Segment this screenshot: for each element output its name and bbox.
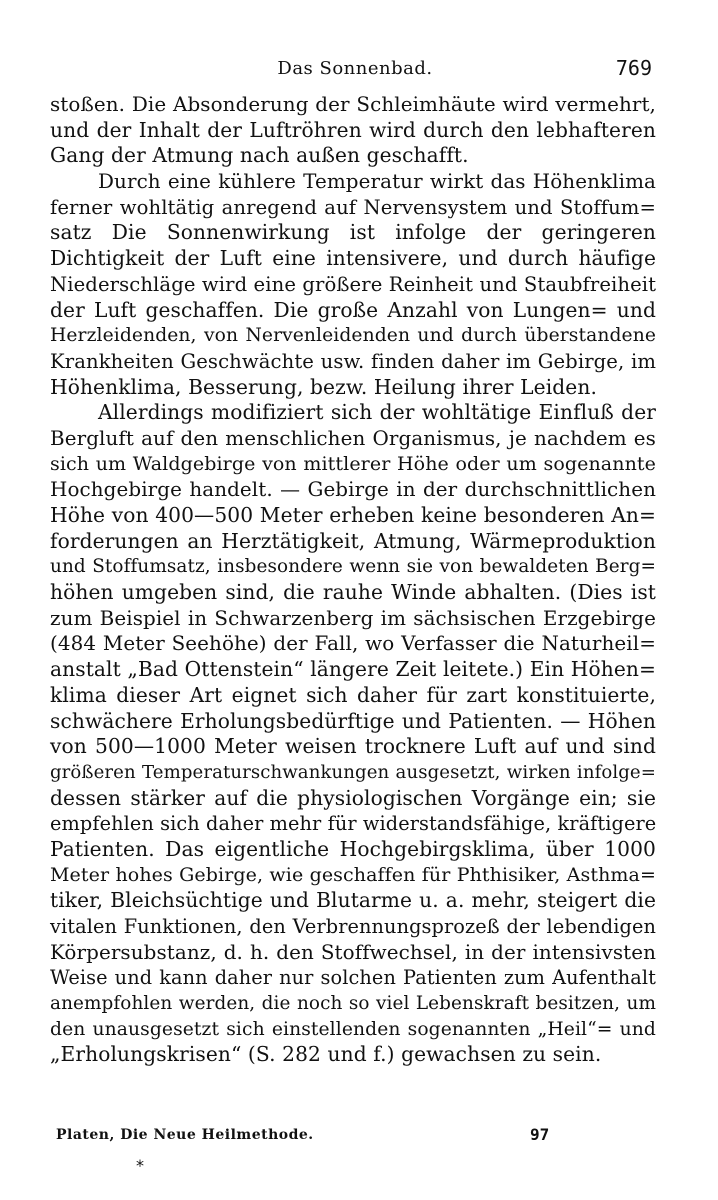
- text-line: Gang der Atmung nach außen geschafft.: [50, 143, 469, 168]
- text-line: Allerdings modifiziert sich der wohltätige Einfluß der: [98, 400, 656, 425]
- text-line: Patienten. Das eigentliche Hochgebirgsklima, über 1000: [50, 836, 656, 861]
- text-line: vitalen Funktionen, den Verbrennungsprozeß der lebendigen: [50, 915, 656, 938]
- text-line: zum Beispiel in Schwarzenberg im sächsischen Erzgebirge: [50, 606, 656, 630]
- printer-signature: Platen, Die Neue Heilmethode.: [56, 1127, 314, 1143]
- text-line: „Erholungskrisen“ (S. 282 und f.) gewachsen zu sein.: [50, 1042, 602, 1067]
- asterisk-mark: *: [136, 1156, 144, 1175]
- text-line: höhen umgeben sind, die rauhe Winde abhalten. (Dies ist: [50, 580, 656, 605]
- page-number: 769: [615, 56, 652, 80]
- text-line: stoßen. Die Absonderung der Schleimhäute wird vermehrt,: [50, 93, 656, 116]
- text-line: forderungen an Herztätigkeit, Atmung, Wärmeproduktion: [50, 528, 656, 553]
- text-line: Bergluft auf den menschlichen Organismus, je nachdem es: [50, 426, 656, 450]
- text-line: größeren Temperaturschwankungen ausgesetzt, wirken infolge=: [50, 761, 656, 783]
- text-line: den unausgesetzt sich einstellenden sogenannten „Heil“= und: [50, 1018, 656, 1040]
- text-line: Weise und kann daher nur solchen Patienten zum Aufenthalt: [50, 966, 656, 990]
- text-line: ferner wohltätig anregend auf Nervensystem und Stoffum=: [50, 195, 656, 219]
- text-line: Herzleidenden, von Nervenleidenden und durch überstandene: [50, 325, 656, 347]
- text-line: Durch eine kühlere Temperatur wirkt das Höhenklima: [98, 170, 656, 194]
- text-line: Meter hohes Gebirge, wie geschaffen für Phthisiker, Asthma=: [50, 863, 656, 886]
- text-line: Hochgebirge handelt. — Gebirge in der durchschnittlichen: [50, 478, 656, 502]
- text-line: Körpersubstanz, d. h. den Stoffwechsel, in der intensivsten: [50, 940, 656, 964]
- text-line: dessen stärker auf die physiologischen Vorgänge ein; sie: [50, 785, 656, 810]
- text-line: Krankheiten Geschwächte usw. finden daher im Gebirge, im: [50, 349, 656, 373]
- text-line: Dichtigkeit der Luft eine intensivere, und durch häufige: [50, 246, 656, 271]
- signature-footer: [56, 1127, 656, 1151]
- text-line: (484 Meter Seehöhe) der Fall, wo Verfasser die Naturheil=: [50, 632, 656, 656]
- text-line: der Luft geschaffen. Die große Anzahl von Lungen= und: [50, 297, 656, 322]
- body-text: [50, 92, 656, 1068]
- text-line: und der Inhalt der Luftröhren wird durch den lebhafteren: [50, 117, 656, 142]
- text-line: empfehlen sich daher mehr für widerstandsfähige, kräftigere: [50, 812, 657, 836]
- text-line: anstalt „Bad Ottenstein“ längere Zeit leitete.) Ein Höhen=: [50, 657, 656, 682]
- text-line: Niederschläge wird eine größere Reinheit und Staubfreiheit: [50, 272, 657, 296]
- signature-number: 97: [530, 1125, 550, 1144]
- text-line: von 500—1000 Meter weisen trocknere Luft auf und sind: [50, 734, 656, 759]
- running-title: Das Sonnenbad.: [277, 58, 433, 79]
- text-line: tiker, Bleichsüchtige und Blutarme u. a. mehr, steigert die: [50, 888, 656, 913]
- running-head: [50, 56, 660, 86]
- text-line: klima dieser Art eignet sich daher für zart konstituierte,: [50, 682, 656, 707]
- text-line: schwächere Erholungsbedürftige und Patienten. — Höhen: [50, 708, 656, 733]
- text-line: Höhe von 400—500 Meter erheben keine besonderen An=: [50, 503, 656, 527]
- text-line: Höhenklima, Besserung, bezw. Heilung ihrer Leiden.: [50, 374, 597, 399]
- text-line: sich um Waldgebirge von mittlerer Höhe oder um sogenannte: [50, 452, 656, 475]
- text-line: satz Die Sonnenwirkung ist infolge der geringeren: [50, 220, 656, 245]
- text-line: und Stoffumsatz, insbesondere wenn sie von bewaldeten Berg=: [50, 556, 656, 578]
- text-line: anempfohlen werden, die noch so viel Lebenskraft besitzen, um: [50, 993, 656, 1015]
